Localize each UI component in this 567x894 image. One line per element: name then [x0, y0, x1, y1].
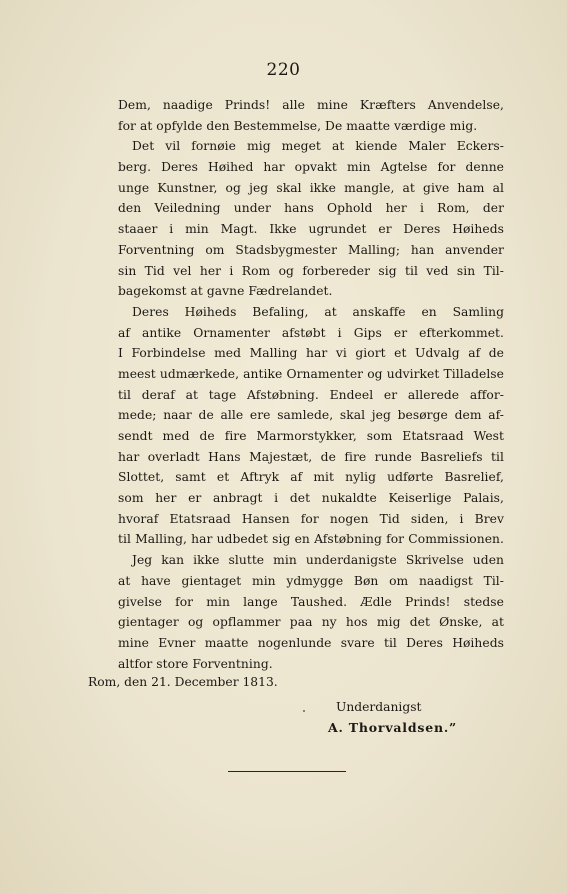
signature: A. Thorvaldsen.” [328, 720, 457, 735]
text-line: Jeg kan ikke slutte min underdanigste Skrivelse uden [132, 553, 504, 568]
text-line: mede; naar de alle ere samlede, skal jeg besørge dem af- [118, 408, 504, 423]
text-line: sendt med de fire Marmorstykker, som Etatsraad West [118, 429, 504, 443]
section-rule [228, 771, 346, 772]
text-line: givelse for min lange Taushed. Ædle Prinds! stedse [118, 594, 504, 609]
text-line: Deres Høiheds Befaling, at anskaffe en Samling [132, 304, 504, 319]
text-line: Forventning om Stadsbygmester Malling; han anvender [118, 242, 504, 257]
page-number: 220 [266, 60, 301, 80]
text-line: berg. Deres Høihed har opvakt min Agtelse for denne [118, 160, 504, 175]
text-line: gientager og opflammer paa ny hos mig det Ønske, at [118, 615, 504, 630]
text-line: bagekomst at gavne Fædrelandet. [118, 284, 333, 299]
paper-speck [303, 710, 305, 712]
text-line: har overladt Hans Majestæt, de fire runde Basreliefs til [118, 449, 504, 464]
text-line: Det vil fornøie mig meget at kiende Maler Eckers- [132, 139, 504, 154]
text-line: meest udmærkede, antike Ornamenter og udvirket Tilladelse [118, 366, 504, 381]
text-line: altfor store Forventning. [118, 656, 273, 671]
text-line: sin Tid vel her i Rom og forbereder sig til ved sin Til- [118, 263, 504, 278]
text-line: som her er anbragt i det nukaldte Keiserlige Palais, [118, 491, 504, 506]
text-line: den Veiledning under hans Ophold her i Rom, der [118, 201, 504, 216]
text-line: til deraf at tage Afstøbning. Endeel er allerede affor- [118, 387, 504, 402]
dateline: Rom, den 21. December 1813. [88, 675, 278, 689]
letter-body [118, 95, 504, 674]
text-line: I Forbindelse med Malling har vi giort et Udvalg af de [118, 346, 504, 361]
text-line: af antike Ornamenter afstøbt i Gips er efterkommet. [118, 325, 504, 340]
text-line: Dem, naadige Prinds! alle mine Kræfters Anvendelse, [118, 98, 504, 112]
closing-salutation: Underdanigst [336, 700, 422, 714]
text-line: Slottet, samt et Aftryk af mit nylig udførte Basrelief, [118, 470, 504, 485]
text-line: for at opfylde den Bestemmelse, De maatte værdige mig. [118, 118, 478, 133]
text-line: staaer i min Magt. Ikke ugrundet er Deres Høiheds [118, 222, 504, 237]
text-line: mine Evner maatte nogenlunde svare til Deres Høiheds [118, 635, 504, 650]
text-line: hvoraf Etatsraad Hansen for nogen Tid siden, i Brev [118, 511, 504, 526]
text-line: til Malling, har udbedet sig en Afstøbning for Commissionen. [118, 532, 504, 547]
text-line: unge Kunstner, og jeg skal ikke mangle, at give ham al [118, 180, 504, 195]
text-line: at have gientaget min ydmygge Bøn om naadigst Til- [118, 573, 504, 588]
